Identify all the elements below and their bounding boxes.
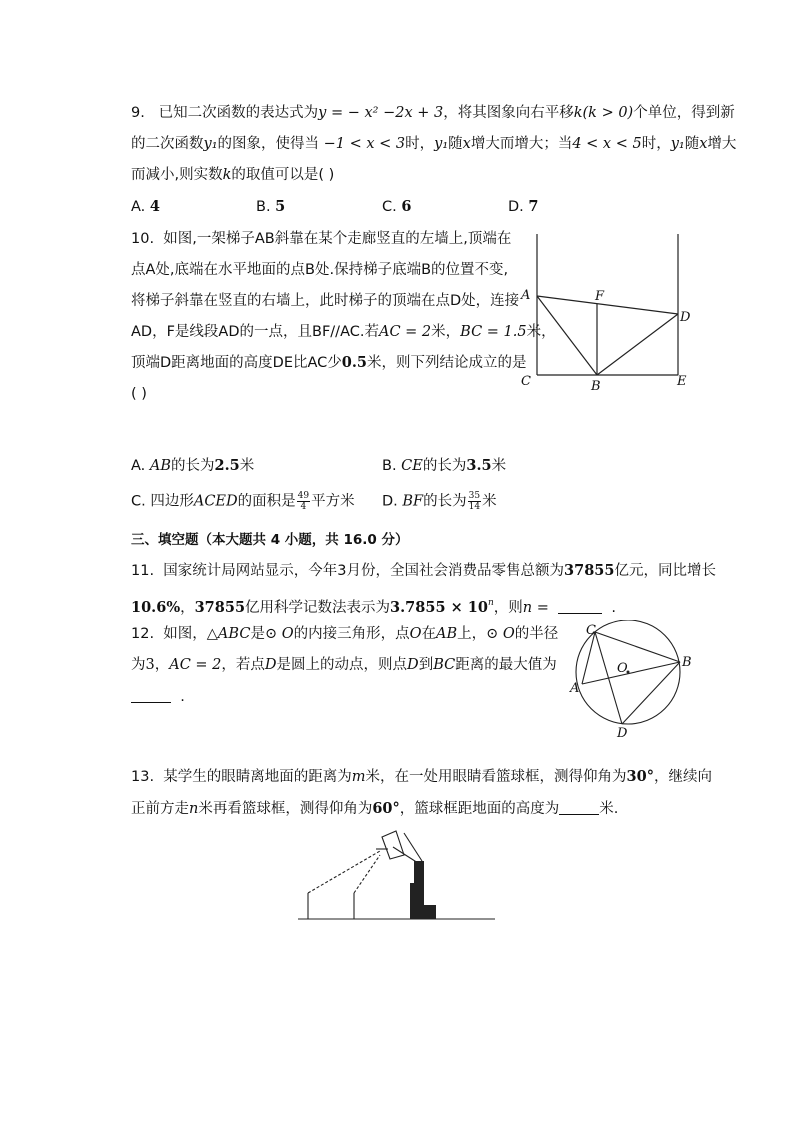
q10-line-6: ( ): [131, 386, 147, 402]
ladder-ab: [537, 296, 597, 375]
segment-cd: [595, 632, 622, 724]
support-arm: [404, 833, 422, 861]
q11-line-1: 11. 国家统计局网站显示，今年3月份，全国社会消费品零售总额为37855亿元，同比增长: [131, 562, 716, 579]
q10-line-2: 点A处,底端在水平地面的点B处.保持梯子底端B的位置不变,: [131, 262, 509, 278]
segment-ca: [582, 632, 595, 684]
q13-number: 13.: [131, 769, 155, 785]
q11-number: 11.: [131, 563, 155, 579]
base: [410, 905, 436, 919]
sight-line-60: [354, 855, 380, 893]
label-a: A: [570, 681, 580, 696]
q9-option-a: A. 4: [131, 198, 160, 215]
q12-number: 12.: [131, 626, 155, 642]
q11-answer-blank[interactable]: [558, 599, 602, 614]
label-c: C: [586, 623, 596, 638]
label-f: F: [595, 289, 605, 304]
q10-option-c: C. 四边形ACED的面积是 $\frac{49}{4}$ 平方米: [131, 491, 355, 512]
sight-line-30: [308, 851, 380, 893]
q12-answer-blank[interactable]: [131, 688, 171, 703]
q13-basketball-figure: [296, 825, 498, 925]
q13-answer-blank[interactable]: [559, 800, 599, 815]
label-b: B: [591, 379, 601, 394]
q10-option-d: D. BF的长为 $\frac{35}{14}$ 米: [382, 491, 497, 512]
q10-ladder-figure: [515, 228, 700, 398]
q9-line-3: 而减小,则实数k的取值可以是( ): [131, 167, 335, 183]
q12-circle-figure: [562, 620, 702, 745]
label-c: C: [521, 374, 531, 389]
label-e: E: [677, 374, 687, 389]
segment-ad: [537, 296, 678, 314]
q10-line-1: 10. 如图,一架梯子AB斜靠在某个走廊竖直的左墙上,顶端在: [131, 231, 512, 247]
q9-option-c: C. 6: [382, 198, 412, 215]
q13-line-2: 正前方走n米再看篮球框，测得仰角为60°，篮球框距地面的高度为 米.: [131, 800, 619, 817]
label-d: D: [680, 310, 691, 325]
q10-line-4: AD，F是线段AD的一点，且BF//AC.若AC = 2米，BC = 1.5米，: [131, 324, 556, 340]
backboard: [382, 831, 404, 859]
segment-db: [622, 662, 680, 724]
q9-option-b: B. 5: [256, 198, 286, 215]
q11-line-2: 10.6%，37855亿用科学记数法表示为$3.7855 \times 10^n$，则n = .: [131, 598, 616, 616]
q9-line-2: 的二次函数y₁的图象，使得当 −1 < x < 3时，y₁随x增大而增大；当4 < x < 5时，y₁随x增大: [131, 136, 737, 152]
label-o: O: [617, 661, 628, 676]
q9-option-d: D. 7: [508, 198, 539, 215]
q13-line-1: 13. 某学生的眼睛离地面的距离为m米，在一处用眼睛看篮球框，测得仰角为30°，继续向: [131, 768, 712, 785]
q10-option-b: B. CE的长为3.5米: [382, 457, 507, 474]
segment-ab: [582, 662, 680, 684]
q10-option-a: A. AB的长为2.5米: [131, 457, 255, 474]
q9-line-1: 9. 已知二次函数的表达式为y = − x² −2x + 3，将其图象向右平移k(k > 0)个单位，得到新: [131, 105, 735, 121]
ladder-bd: [597, 314, 678, 375]
label-d: D: [617, 726, 628, 741]
q9-formula: y = − x² −2x + 3: [318, 105, 444, 121]
q10-number: 10.: [131, 231, 155, 247]
q10-line-5: 顶端D距离地面的高度DE比AC少0.5米，则下列结论成立的是: [131, 354, 527, 371]
q10-line-3: 将梯子斜靠在竖直的右墙上，此时梯子的顶端在点D处，连接: [131, 293, 520, 309]
label-b: B: [682, 655, 692, 670]
label-a: A: [521, 288, 531, 303]
q12-line-3: .: [131, 687, 185, 707]
q9-number: 9.: [131, 105, 145, 121]
segment-cb: [595, 632, 680, 662]
section-3-heading: 三、填空题（本大题共 4 小题，共 16.0 分）: [131, 532, 409, 548]
q12-line-2: 为3，AC = 2，若点D是圆上的动点，则点D到BC距离的最大值为: [131, 657, 557, 673]
q12-line-1: 12. 如图，△ABC是⊙ O的内接三角形，点O在AB上，⊙ O的半径: [131, 626, 559, 642]
